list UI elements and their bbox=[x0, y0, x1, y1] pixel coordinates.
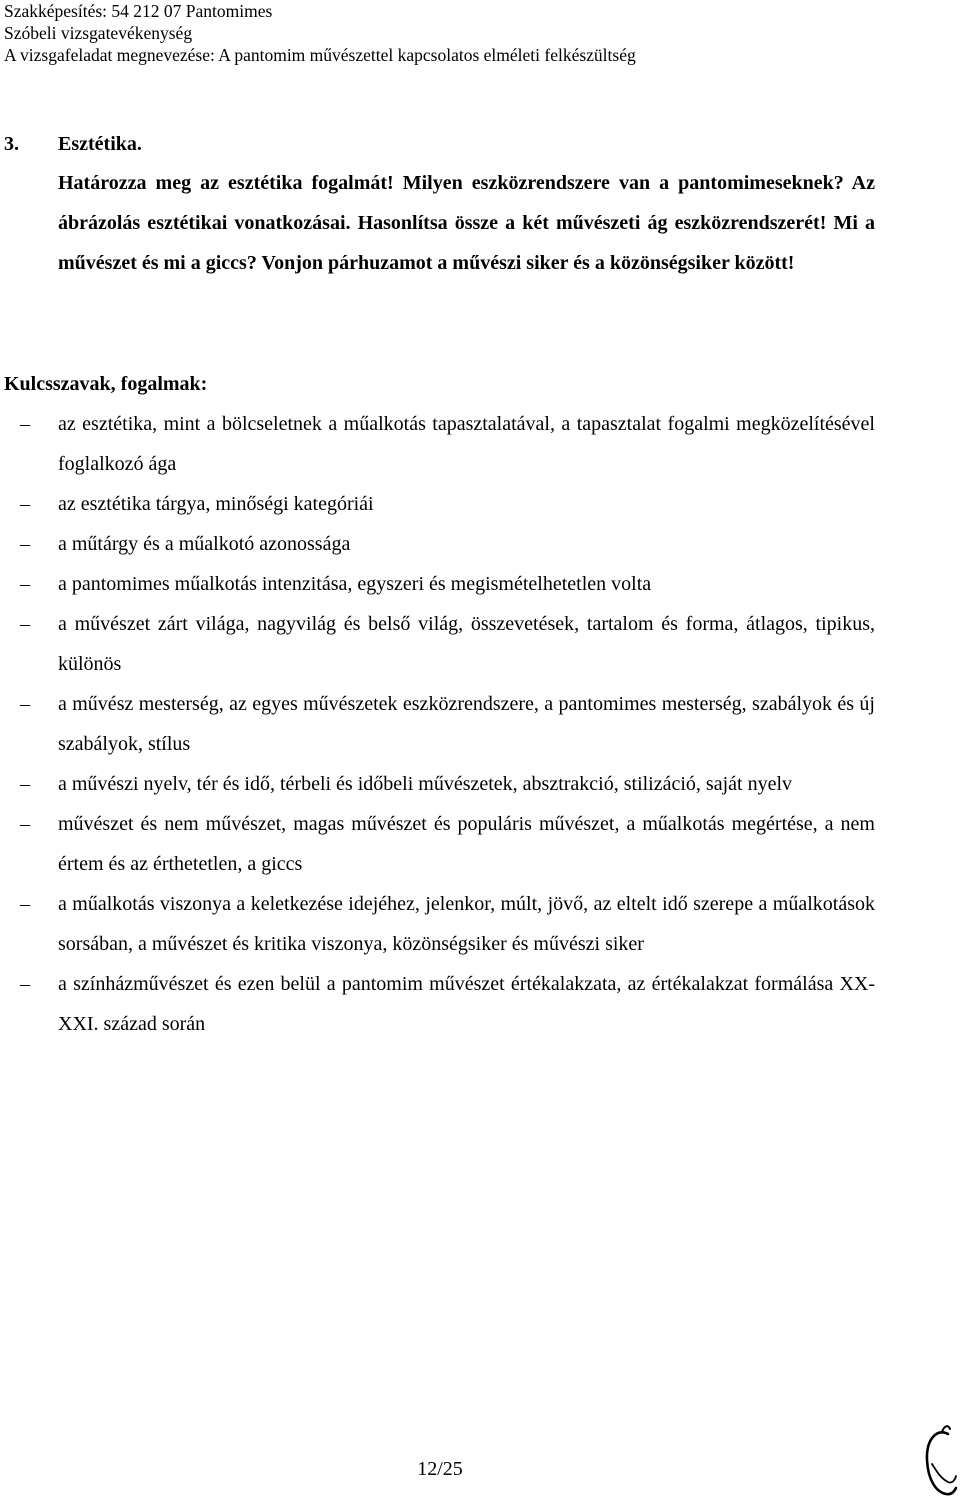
section-title-text: Esztétika. bbox=[58, 133, 142, 155]
dash-bullet: – bbox=[20, 693, 30, 715]
list-item bbox=[20, 604, 875, 684]
header-qualification: Szakképesítés: 54 212 07 Pantomimes bbox=[4, 1, 273, 21]
dash-bullet: – bbox=[20, 973, 30, 995]
header-activity: Szóbeli vizsgatevékenység bbox=[4, 23, 193, 43]
handwritten-signature bbox=[918, 1420, 958, 1500]
header-task-name: A vizsgafeladat megnevezése: A pantomim művészettel kapcsolatos elméleti felkészültség bbox=[4, 45, 636, 65]
list-item bbox=[20, 404, 875, 484]
keyword-list bbox=[20, 404, 875, 1044]
list-item-text: a műalkotás viszonya a keletkezése idejéhez, jelenkor, múlt, jövő, az eltelt idő szerepe a műalkotások sorsában, a művészet és kritika viszonya, közönségsiker és művészi siker bbox=[58, 893, 875, 955]
list-item-text: a művészi nyelv, tér és idő, térbeli és időbeli művészetek, absztrakció, stilizáció, saját nyelv bbox=[58, 773, 793, 795]
dash-bullet: – bbox=[20, 413, 30, 435]
section-question: Határozza meg az esztétika fogalmát! Milyen eszközrendszere van a pantomimeseknek? Az ábrázolás esztétikai vonatkozásai. Hasonlítsa össze a két művészeti ág eszközrendszerét! Mi a művészet és mi a giccs? Vonjon párhuzamot a művészi siker és a közönségsiker között! bbox=[58, 172, 875, 274]
list-item bbox=[20, 804, 875, 884]
section-title bbox=[4, 131, 142, 157]
list-item-text: a pantomimes műalkotás intenzitása, egyszeri és megismételhetetlen volta bbox=[58, 573, 652, 595]
keywords-heading: Kulcsszavak, fogalmak: bbox=[4, 373, 208, 395]
list-item-text: a művész mesterség, az egyes művészetek eszközrendszere, a pantomimes mesterség, szabályok és új szabályok, stílus bbox=[58, 693, 875, 755]
list-item-text: művészet és nem művészet, magas művészet és populáris művészet, a műalkotás megértése, a nem értem és az érthetetlen, a giccs bbox=[58, 813, 875, 875]
list-item bbox=[20, 484, 875, 524]
dash-bullet: – bbox=[20, 533, 30, 555]
list-item bbox=[20, 564, 875, 604]
list-item-text: a színházművészet és ezen belül a pantomim művészet értékalakzata, az értékalakzat formálása XX-XXI. század során bbox=[58, 973, 875, 1035]
list-item-text: az esztétika tárgya, minőségi kategóriái bbox=[58, 493, 374, 515]
list-item-text: az esztétika, mint a bölcseletnek a műalkotás tapasztalatával, a tapasztalat fogalmi megközelítésével foglalkozó ága bbox=[58, 413, 875, 475]
list-item-text: a műtárgy és a műalkotó azonossága bbox=[58, 533, 351, 555]
list-item bbox=[20, 524, 875, 564]
page-number: 12/25 bbox=[417, 1458, 463, 1480]
dash-bullet: – bbox=[20, 493, 30, 515]
dash-bullet: – bbox=[20, 813, 30, 835]
list-item-text: a művészet zárt világa, nagyvilág és belső világ, összevetések, tartalom és forma, átlagos, tipikus, különös bbox=[58, 613, 875, 675]
list-item bbox=[20, 884, 875, 964]
dash-bullet: – bbox=[20, 573, 30, 595]
list-item bbox=[20, 964, 875, 1044]
dash-bullet: – bbox=[20, 893, 30, 915]
dash-bullet: – bbox=[20, 773, 30, 795]
section-number: 3. bbox=[4, 133, 19, 155]
list-item bbox=[20, 684, 875, 764]
dash-bullet: – bbox=[20, 613, 30, 635]
document-header bbox=[4, 0, 636, 66]
list-item bbox=[20, 764, 875, 804]
